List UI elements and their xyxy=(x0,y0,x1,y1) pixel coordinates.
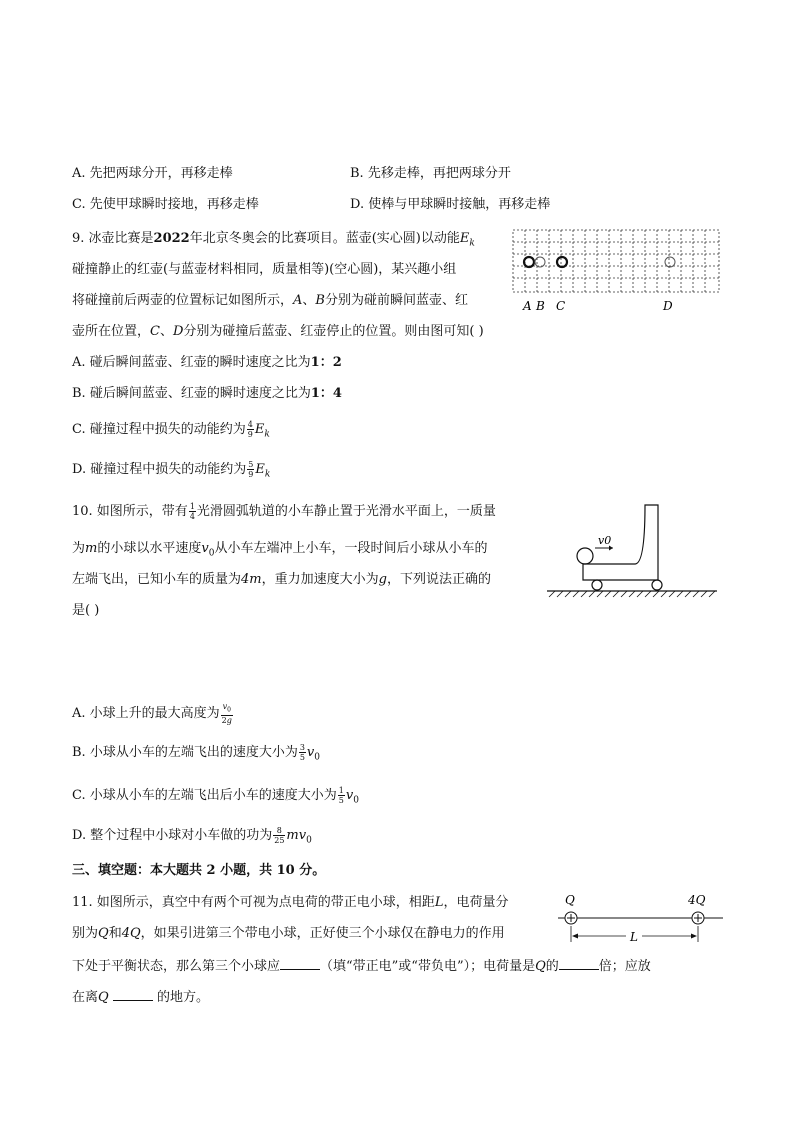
q9-stem-line4: 壶所在位置，C、D分别为碰撞后蓝壶、红壶停止的位置。则由图可知( ) xyxy=(72,324,484,339)
q8-option-a: A. 先把两球分开，再移走棒 xyxy=(72,166,233,181)
q11-stem-line2: 别为Q和4Q，如果引进第三个带电小球，正好使三个小球仅在静电力的作用 xyxy=(72,926,505,941)
q10-stem-line1: 10. 如图所示，带有 $\frac{1}{4}$ 光滑圆弧轨道的小车静止置于光滑水平面上，一质量 xyxy=(72,502,496,521)
dim-arrow-right xyxy=(691,934,697,939)
velocity-label: v0 xyxy=(598,534,612,547)
section-3-heading: 三、填空题：本大题共 2 小题，共 10 分。 xyxy=(72,863,326,878)
q9-option-d: D. 碰撞过程中损失的动能约为 $\frac{5}{9}$ $E_k$ xyxy=(72,460,271,480)
q8-option-b: B. 先移走棒，再把两球分开 xyxy=(350,166,511,181)
q11-stem-line4: 在离Q 的地方。 xyxy=(72,990,209,1005)
ball xyxy=(577,548,593,564)
q9-stem-line3: 将碰撞前后两壶的位置标记如图所示，A、B分别为碰前瞬间蓝壶、红 xyxy=(72,293,468,308)
blue-stone-c xyxy=(557,257,567,267)
q10-option-a: A. 小球上升的最大高度为 $\frac{v_0}{2g}$ xyxy=(72,702,232,725)
q10-option-b: B. 小球从小车的左端飞出的速度大小为 $\frac{3}{5}$ $v_0$ xyxy=(72,743,321,763)
answer-blank-2[interactable] xyxy=(559,957,599,970)
q11-charges-figure xyxy=(558,890,723,948)
label-a: A xyxy=(523,299,532,313)
charge-q xyxy=(565,912,577,924)
q9-option-a: A. 碰后瞬间蓝壶、红壶的瞬时速度之比为1：2 xyxy=(72,355,342,370)
answer-blank-1[interactable] xyxy=(280,957,320,970)
q11-stem-line3: 下处于平衡状态，那么第三个小球应 （填“带正电”或“带负电”）；电荷量是Q的 倍；应放 xyxy=(72,959,651,974)
q10-cart-figure xyxy=(545,500,720,600)
q8-option-c: C. 先使甲球瞬时接地，再移走棒 xyxy=(72,197,259,212)
blue-stone-a xyxy=(524,257,534,267)
q9-stem-line2: 碰撞静止的红壶(与蓝壶材料相同，质量相等)(空心圆)，某兴趣小组 xyxy=(72,262,457,277)
q9-option-b: B. 碰后瞬间蓝壶、红壶的瞬时速度之比为1：4 xyxy=(72,386,342,401)
charge-q-label: Q xyxy=(565,893,575,907)
dim-arrow-left xyxy=(572,934,578,939)
grid-lines xyxy=(513,230,719,292)
q10-option-d: D. 整个过程中小球对小车做的功为 $\frac{8}{25}$ $mv_0$ xyxy=(72,826,312,846)
answer-blank-3[interactable] xyxy=(113,988,153,1001)
distance-label: L xyxy=(630,930,638,944)
q8-option-d: D. 使棒与甲球瞬时接触，再移走棒 xyxy=(350,197,551,212)
charge-4q xyxy=(692,912,704,924)
red-stone-b xyxy=(535,257,545,267)
q11-stem-line1: 11. 如图所示，真空中有两个可视为点电荷的带正电小球，相距L，电荷量分 xyxy=(72,895,509,910)
label-c: C xyxy=(556,299,566,313)
q9-stem-line1: 9. 冰壶比赛是2022年北京冬奥会的比赛项目。蓝壶(实心圆)以动能$E_k$ xyxy=(72,231,475,249)
cart-wheel-right xyxy=(652,580,662,590)
cart-body xyxy=(583,505,658,580)
label-b: B xyxy=(536,299,545,313)
q9-curling-figure xyxy=(512,228,724,316)
cart-wheel-left xyxy=(592,580,602,590)
q10-stem-line4: 是( ) xyxy=(72,603,100,618)
q10-stem-line3: 左端飞出，已知小车的质量为4m，重力加速度大小为g，下列说法正确的 xyxy=(72,572,491,587)
q10-option-c: C. 小球从小车的左端飞出后小车的速度大小为 $\frac{1}{5}$ $v_0$ xyxy=(72,786,359,806)
ground-hatching xyxy=(549,591,715,597)
q9-option-c: C. 碰撞过程中损失的动能约为 $\frac{4}{9}$ $E_k$ xyxy=(72,420,270,440)
red-stone-d xyxy=(665,257,675,267)
q10-stem-line2: 为m的小球以水平速度$v_0$从小车左端冲上小车，一段时间后小球从小车的 xyxy=(72,541,488,559)
charge-4q-label: 4Q xyxy=(688,893,706,907)
label-d: D xyxy=(663,299,673,313)
